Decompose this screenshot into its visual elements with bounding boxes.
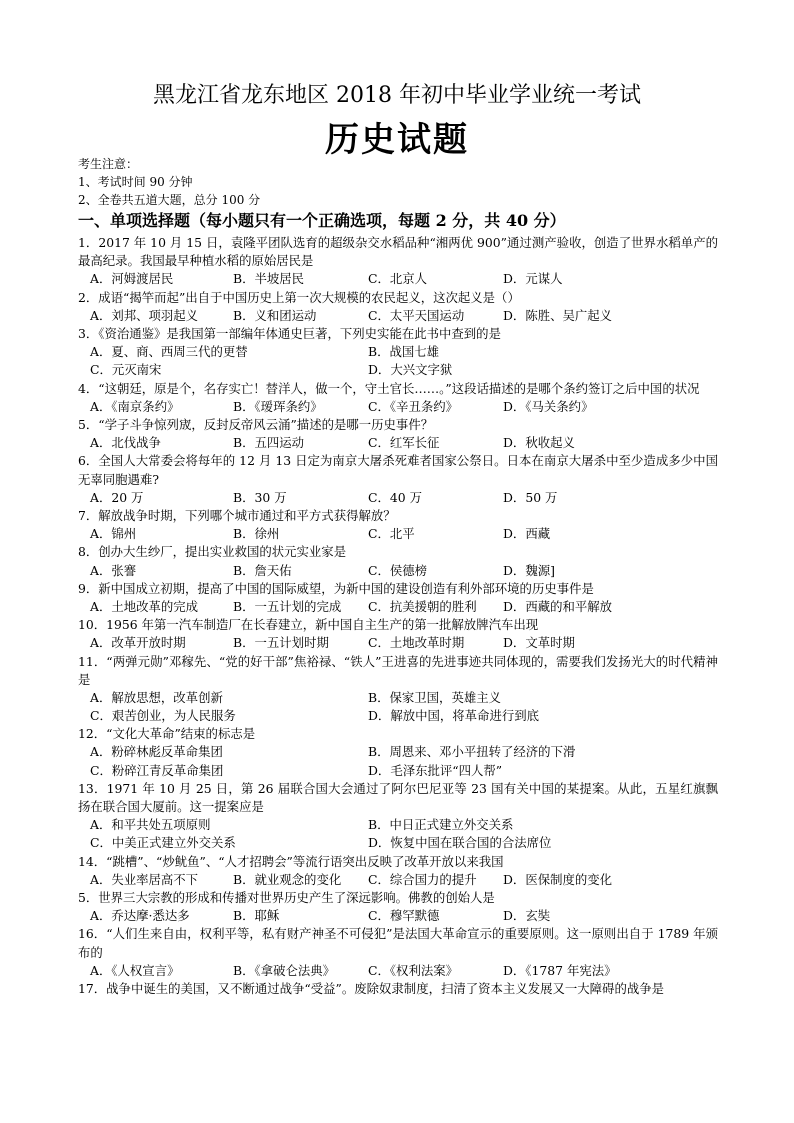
answer-option: A．粉碎林彪反革命集团 <box>90 744 223 760</box>
question-stem: 1．2017 年 10 月 15 日，袁隆平团队选育的超级杂交水稻品种“湘两优 900”通过测产验收，创造了世界水稻单产的最高纪录。我国最早种植水稻的原始居民是 <box>78 235 718 269</box>
answer-option: A．北伐战争 <box>90 435 161 451</box>
answer-option: D．医保制度的变化 <box>503 871 613 887</box>
options-row <box>78 525 718 543</box>
answer-option: A．《人权宣言》 <box>90 962 180 978</box>
options-row <box>78 598 718 616</box>
answer-option: B．耶稣 <box>233 908 280 924</box>
options-row <box>78 834 718 852</box>
answer-option: A．刘邦、项羽起义 <box>90 307 199 323</box>
options-row <box>78 562 718 580</box>
answer-option: B．五四运动 <box>233 435 305 451</box>
question-stem: 14．“跳槽”、“炒鱿鱼”、“人才招聘会”等流行语突出反映了改革开放以来我国 <box>78 853 504 869</box>
answer-option: A．失业率居高不下 <box>90 871 199 887</box>
answer-option: B．《拿破仑法典》 <box>233 962 336 978</box>
question-list <box>78 234 718 998</box>
answer-option: A．河姆渡居民 <box>90 271 174 287</box>
answer-option: A．和平共处五项原则 <box>90 817 211 833</box>
answer-option: B．詹天佑 <box>233 562 292 578</box>
answer-option: D．元谋人 <box>503 271 563 287</box>
question-stem: 13．1971 年 10 月 25 日，第 26 届联合国大会通过了阿尔巴尼亚等 23 国有关中国的某提案。从此，五星红旗飘扬在联合国大厦前。这一提案应是 <box>78 780 718 815</box>
answer-option: C．中美正式建立外交关系 <box>90 835 236 851</box>
answer-option: B．徐州 <box>233 526 280 542</box>
answer-option: D．西藏的和平解放 <box>503 598 613 614</box>
answer-option: A．20 万 <box>90 489 144 505</box>
answer-option: D．文革时期 <box>503 635 575 651</box>
answer-option: B．义和团运动 <box>233 307 317 323</box>
answer-option: D．毛泽东批评“四人帮” <box>368 762 503 778</box>
question-stem: 2．成语“揭竿而起”出自于中国历史上第一次大规模的农民起义，这次起义是（） <box>78 289 520 305</box>
options-row <box>78 962 718 980</box>
answer-option: C．《权利法案》 <box>368 962 459 978</box>
answer-option: C．侯德榜 <box>368 562 428 578</box>
options-row <box>78 270 718 288</box>
question-stem: 6．全国人大常委会将每年的 12 月 13 日定为南京大屠杀死难者国家公祭日。日本在南京大屠杀中至少造成多少中国无辜同胞遇难? <box>78 453 718 487</box>
answer-option: C．艰苦创业，为人民服务 <box>90 708 236 724</box>
answer-option: D．陈胜、吴广起义 <box>503 307 613 323</box>
answer-option: C．太平天国运动 <box>368 307 465 323</box>
answer-option: D．解放中国，将革命进行到底 <box>368 708 540 724</box>
question-stem: 8．创办大生纱厂，提出实业救国的状元实业家是 <box>78 544 347 560</box>
options-row <box>78 816 718 834</box>
question-stem: 9．新中国成立初期，提高了中国的国际威望，为新中国的建设创造有利外部环境的历史事件是 <box>78 580 594 596</box>
answer-option: D．玄奘 <box>503 908 551 924</box>
question-stem: 11．“两弹元勋”邓稼先、“党的好干部”焦裕禄、“铁人”王进喜的先进事迹共同体现的，需要我们发扬光大的时代精神是 <box>78 653 718 687</box>
question-stem: 7．解放战争时期，下列哪个城市通过和平方式获得解放？ <box>78 507 396 523</box>
answer-option: B．一五计划的完成 <box>233 598 342 614</box>
answer-option: A．乔达摩·悉达多 <box>90 908 190 924</box>
answer-option: B．周恩来、邓小平扭转了经济的下滑 <box>368 744 576 760</box>
question-stem: 12．“文化大革命”结束的标志是 <box>78 726 256 742</box>
answer-option: B．30 万 <box>233 489 287 505</box>
answer-option: C．40 万 <box>368 489 422 505</box>
options-row <box>78 398 718 416</box>
answer-option: B．战国七雄 <box>368 344 440 360</box>
exam-title: 黑龙江省龙东地区 2018 年初中毕业学业统一考试 <box>153 83 641 108</box>
answer-option: A．夏、商、西周三代的更替 <box>90 344 248 360</box>
options-row <box>78 689 718 707</box>
answer-option: C．穆罕默德 <box>368 908 440 924</box>
answer-option: D．魏源] <box>503 562 555 578</box>
answer-option: C．元灭南宋 <box>90 362 162 378</box>
answer-option: C．红军长征 <box>368 435 440 451</box>
question-stem: 16．“人们生来自由，权利平等，私有财产神圣不可侵犯”是法国大革命宣示的重要原则。这一原则出自于 1789 年颁布的 <box>78 926 718 960</box>
answer-option: D．大兴文字狱 <box>368 362 453 378</box>
answer-option: B．保家卫国，英雄主义 <box>368 689 502 705</box>
answer-option: B．《瑷珲条约》 <box>233 398 323 414</box>
answer-option: A．张謇 <box>90 562 137 578</box>
options-row <box>78 907 718 925</box>
answer-option: D．西藏 <box>503 526 551 542</box>
question-stem: 3．《资治通鉴》是我国第一部编年体通史巨著，下列史实能在此书中查到的是 <box>78 325 501 341</box>
answer-option: A．解放思想，改革创新 <box>90 689 223 705</box>
options-row <box>78 434 718 452</box>
answer-option: A．土地改革的完成 <box>90 598 199 614</box>
options-row <box>78 707 718 725</box>
notice-item: 2、全卷共五道大题，总分 100 分 <box>78 193 261 207</box>
options-row <box>78 634 718 652</box>
answer-option: A．锦州 <box>90 526 137 542</box>
notice-label: 考生注意： <box>78 157 139 171</box>
question-stem: 5．“学子斗争惊列宬，反封反帝风云涌”描述的是哪一历史事件？ <box>78 416 434 432</box>
answer-option: B．就业观念的变化 <box>233 871 342 887</box>
answer-option: A．《南京条约》 <box>90 398 180 414</box>
answer-option: A．改革开放时期 <box>90 635 186 651</box>
answer-option: C．综合国力的提升 <box>368 871 477 887</box>
options-row <box>78 743 718 761</box>
answer-option: D．恢复中国在联合国的合法席位 <box>368 835 552 851</box>
notice-item: 1、考试时间 90 分钟 <box>78 175 193 189</box>
options-row <box>78 361 718 379</box>
question-stem: 17．战争中诞生的美国，又不断通过战争“受益”。废除奴隶制度，扫清了资本主义发展又一大障碍的战争是 <box>78 981 665 997</box>
options-row <box>78 307 718 325</box>
options-row <box>78 871 718 889</box>
answer-option: C．北京人 <box>368 271 428 287</box>
question-stem: 10．1956 年第一汽车制造厂在长春建立，新中国自主生产的第一批解放牌汽车出现 <box>78 617 539 633</box>
answer-option: D．《1787 年宪法》 <box>503 962 617 978</box>
answer-option: C．《辛丑条约》 <box>368 398 459 414</box>
answer-option: C．抗美援朝的胜利 <box>368 598 477 614</box>
question-stem: 5．世界三大宗教的形成和传播对世界历史产生了深远影响。佛教的创始人是 <box>78 890 495 906</box>
options-row <box>78 343 718 361</box>
answer-option: C．土地改革时期 <box>368 635 465 651</box>
answer-option: B．一五计划时期 <box>233 635 329 651</box>
options-row <box>78 489 718 507</box>
options-row <box>78 762 718 780</box>
question-stem: 4．“这朝廷，原是个，名存实亡！替洋人，做一个，守土官长……。”这段话描述的是哪个条约签订之后中国的状况 <box>78 380 700 396</box>
answer-option: D．秋收起义 <box>503 435 575 451</box>
subject-title: 历史试题 <box>325 120 469 160</box>
answer-option: D．《马关条约》 <box>503 398 594 414</box>
answer-option: D．50 万 <box>503 489 558 505</box>
answer-option: C．北平 <box>368 526 415 542</box>
answer-option: C．粉碎江青反革命集团 <box>90 762 224 778</box>
answer-option: B．中日正式建立外交关系 <box>368 817 514 833</box>
section-title: 一、单项选择题（每小题只有一个正确选项，每题 2 分，共 40 分） <box>78 211 566 230</box>
answer-option: B．半坡居民 <box>233 271 305 287</box>
